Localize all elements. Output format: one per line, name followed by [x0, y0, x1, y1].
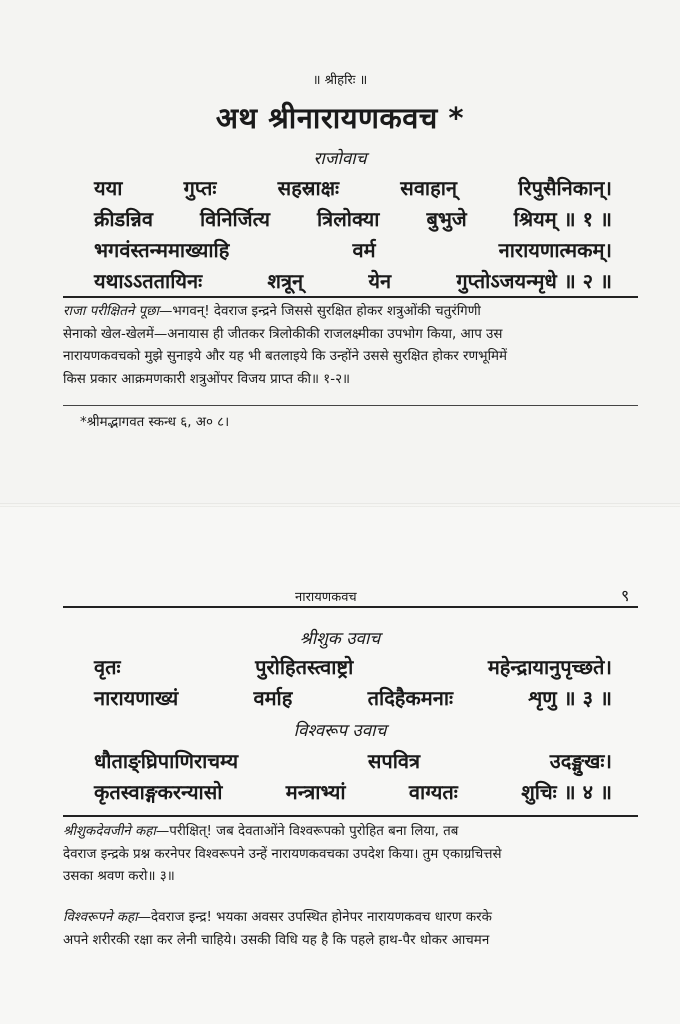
prose-line: अपने शरीरकी रक्षा कर लेनी चाहिये। उसकी विधि यह है कि पहले हाथ-पैर धोकर आचमन — [63, 932, 490, 948]
divider — [63, 815, 638, 817]
translation-4 — [63, 907, 638, 952]
verse-line — [94, 205, 612, 232]
verse-word: सवाहान् — [400, 176, 458, 200]
verse-line — [94, 236, 612, 263]
verse-word: नारायणाख्यं — [94, 686, 179, 710]
page-number: ९ — [621, 586, 630, 605]
prose-line: नारायणकवचको मुझे सुनाइये और यह भी बतलाइये कि उन्होंने उससे सुरक्षित होकर रणभूमिमें — [63, 349, 508, 364]
divider — [63, 296, 638, 298]
header-rule — [63, 606, 638, 608]
prose-line: देवराज इन्द्रके प्रश्न करनेपर विश्वरूपने उन्हें नारायणकवचका उपदेश किया। तुम एकाग्रचित्तसे — [63, 846, 502, 862]
translation-lead: राजा परीक्षितने पूछा — [63, 304, 160, 319]
verse-word: बुभुजे — [426, 207, 467, 231]
verse-word: येन — [368, 269, 392, 293]
verse-word: गुप्तोऽजयन्मृधे ॥ २ ॥ — [456, 269, 612, 293]
verse-word: शत्रून् — [267, 269, 304, 293]
page-title: अथ श्रीनारायणकवच * — [215, 101, 465, 135]
verse-word: गुप्तः — [183, 176, 217, 200]
verse-word: सहस्राक्षः — [277, 176, 340, 200]
verse-word: वर्म — [352, 238, 376, 262]
verse-word: शृणु ॥ ३ ॥ — [528, 686, 612, 710]
verse-word: भगवंस्तन्ममाख्याहि — [94, 238, 230, 262]
verse-word: मन्त्राभ्यां — [285, 780, 346, 804]
verse-word: उदङ्मुखः। — [549, 749, 612, 773]
prose-line: सेनाको खेल-खेलमें—अनायास ही जीतकर त्रिलोकीकी राजलक्ष्मीका उपभोग किया, आप उस — [63, 326, 503, 342]
prose-line: किस प्रकार आक्रमणकारी शत्रुओंपर विजय प्राप्त की॥ १-२॥ — [63, 371, 351, 387]
prose-line: श्रीशुकदेवजीने कहा—परीक्षित्! जब देवताओंने विश्वरूपको पुरोहित बना लिया, तब — [63, 824, 459, 839]
speaker-label: राजोवाच — [313, 149, 367, 169]
translation-1-2 — [63, 301, 638, 391]
verse-word: यथाऽऽततायिनः — [94, 269, 203, 293]
verse-line — [94, 747, 612, 774]
speaker-label: विश्वरूप उवाच — [293, 721, 387, 741]
verse-word: नारायणात्मकम्। — [498, 238, 612, 262]
verse-line — [94, 684, 612, 711]
verse-word: वाग्यतः — [408, 780, 458, 804]
translation-lead: श्रीशुकदेवजीने कहा — [63, 824, 156, 839]
verse-word: श्रियम् ॥ १ ॥ — [513, 207, 612, 231]
translation-lead: विश्वरूपने कहा — [63, 910, 138, 925]
verse-line — [94, 778, 612, 805]
verse-line — [94, 267, 612, 294]
verse-word: धौताङ्घ्रिपाणिराचम्य — [94, 749, 239, 773]
footnote: *श्रीमद्भागवत स्कन्ध ६, अ० ८। — [80, 415, 230, 430]
verse-word: शुचिः ॥ ४ ॥ — [521, 780, 612, 804]
verse-word: रिपुसैनिकान्। — [518, 176, 612, 200]
verse-word: सपवित्र — [367, 749, 421, 773]
verse-word: त्रिलोक्या — [316, 207, 380, 231]
footnote-divider — [63, 405, 638, 406]
invocation: ॥ श्रीहरिः ॥ — [312, 73, 368, 88]
verse-word: महेन्द्रायानुपृच्छते। — [487, 655, 612, 679]
verse-line — [94, 174, 612, 201]
prose-line: विश्वरूपने कहा—देवराज इन्द्र! भयका अवसर उपस्थित होनेपर नारायणकवच धारण करके — [63, 910, 492, 925]
running-head: नारायणकवच — [295, 590, 357, 605]
verse-word: यया — [94, 176, 123, 200]
prose-line: उसका श्रवण करो॥ ३॥ — [63, 869, 175, 884]
speaker-label: श्रीशुक उवाच — [299, 629, 381, 649]
verse-word: विनिर्जित्य — [199, 207, 270, 231]
verse-word: कृतस्वाङ्गकरन्यासो — [94, 780, 223, 804]
verse-word: वृतः — [94, 655, 121, 679]
prose-line: राजा परीक्षितने पूछा—भगवन्! देवराज इन्द्रने जिससे सुरक्षित होकर शत्रुओंकी चतुरंगिणी — [63, 304, 481, 319]
verse-word: तदिहैकमनाः — [367, 686, 454, 710]
verse-word: पुरोहितस्त्वाष्ट्रो — [255, 655, 354, 679]
page-fold — [0, 503, 680, 507]
verse-word: क्रीडन्निव — [94, 207, 153, 231]
translation-3 — [63, 821, 638, 889]
verse-word: वर्माह — [253, 686, 293, 710]
verse-line — [94, 653, 612, 680]
